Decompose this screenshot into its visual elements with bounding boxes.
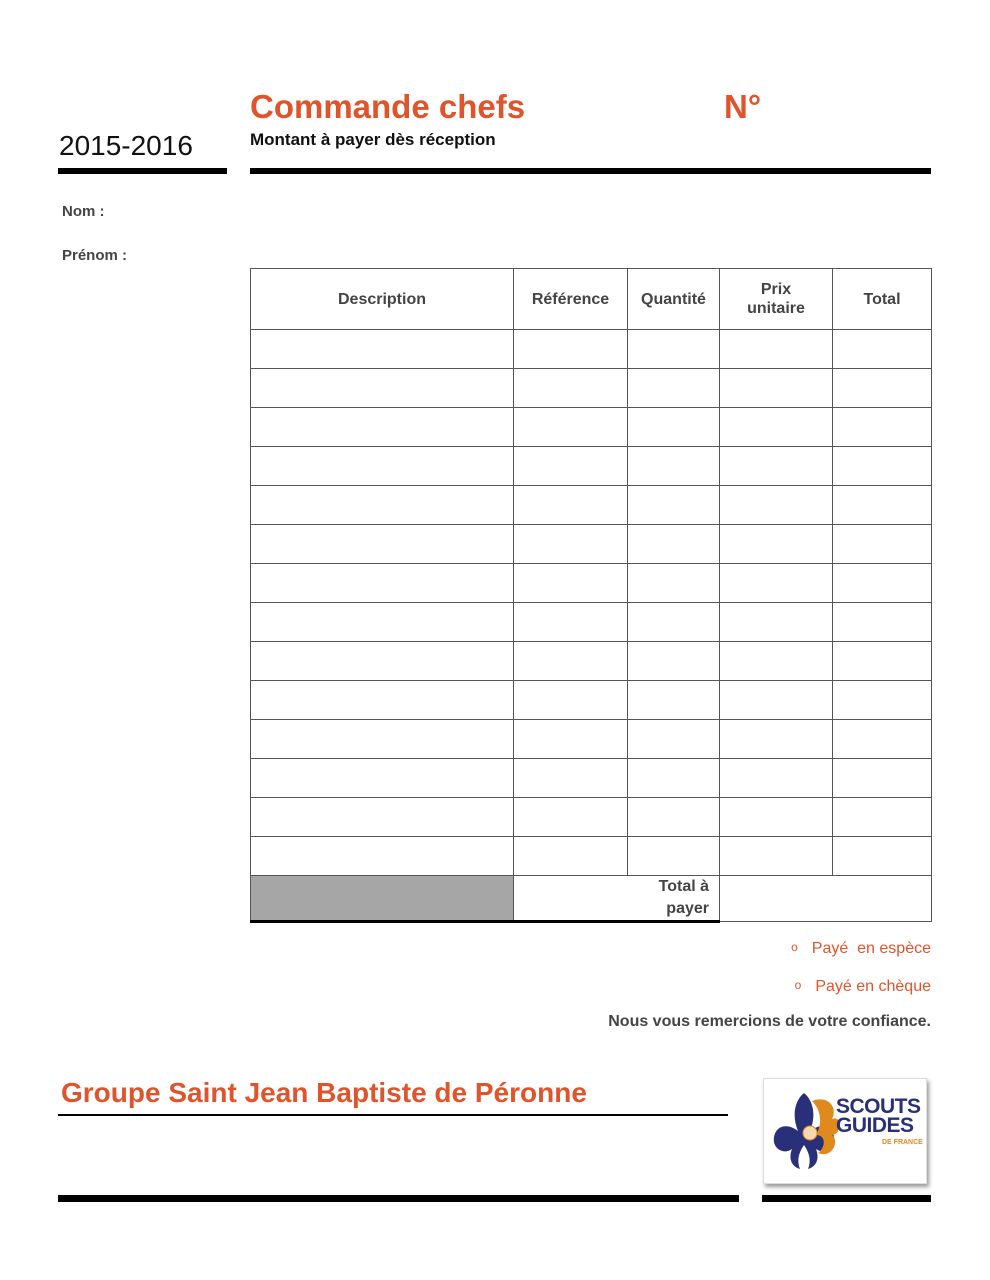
cell-reference[interactable] — [514, 486, 628, 525]
cell-unit-price[interactable] — [720, 603, 833, 642]
check-radio-icon[interactable]: o — [794, 978, 802, 992]
table-row — [251, 603, 932, 642]
payment-option-cash[interactable] — [791, 940, 931, 958]
col-header-unit-price — [720, 269, 833, 330]
cell-unit-price[interactable] — [720, 369, 833, 408]
cell-reference[interactable] — [514, 408, 628, 447]
nom-field-label: Nom : — [62, 203, 105, 220]
thanks-message: Nous vous remercions de votre confiance. — [608, 1013, 931, 1030]
cell-quantity[interactable] — [628, 720, 720, 759]
table-row — [251, 720, 932, 759]
footer-bar-right — [762, 1195, 931, 1202]
col-header-unit-price-text: Prix unitaire — [747, 281, 805, 317]
table-row — [251, 837, 932, 876]
table-row — [251, 564, 932, 603]
cell-quantity[interactable] — [628, 525, 720, 564]
cell-quantity[interactable] — [628, 798, 720, 837]
cell-description[interactable] — [251, 720, 514, 759]
cell-description[interactable] — [251, 369, 514, 408]
cell-unit-price[interactable] — [720, 720, 833, 759]
logo-text-de-france: DE FRANCE — [882, 1139, 923, 1146]
cell-description[interactable] — [251, 447, 514, 486]
page-subtitle: Montant à payer dès réception — [250, 130, 496, 149]
cell-description[interactable] — [251, 330, 514, 369]
cell-reference[interactable] — [514, 330, 628, 369]
cell-unit-price[interactable] — [720, 681, 833, 720]
cell-reference[interactable] — [514, 369, 628, 408]
scouts-guides-logo — [763, 1078, 927, 1184]
cell-unit-price[interactable] — [720, 564, 833, 603]
cell-reference[interactable] — [514, 564, 628, 603]
footer-bar-left — [58, 1195, 739, 1202]
cell-unit-price[interactable] — [720, 759, 833, 798]
table-row — [251, 759, 932, 798]
cell-reference[interactable] — [514, 837, 628, 876]
cell-quantity[interactable] — [628, 447, 720, 486]
col-header-reference: Référence — [514, 269, 628, 330]
table-row — [251, 369, 932, 408]
cell-total[interactable] — [833, 408, 932, 447]
check-label: Payé en chèque — [815, 978, 931, 995]
table-row — [251, 486, 932, 525]
cell-description[interactable] — [251, 564, 514, 603]
order-table — [250, 268, 932, 923]
table-row — [251, 330, 932, 369]
cell-unit-price[interactable] — [720, 525, 833, 564]
table-row — [251, 525, 932, 564]
cell-quantity[interactable] — [628, 603, 720, 642]
table-row — [251, 681, 932, 720]
cell-total[interactable] — [833, 447, 932, 486]
cell-total[interactable] — [833, 798, 932, 837]
cell-description[interactable] — [251, 759, 514, 798]
cell-quantity[interactable] — [628, 642, 720, 681]
table-row — [251, 798, 932, 837]
cell-reference[interactable] — [514, 447, 628, 486]
cell-quantity[interactable] — [628, 330, 720, 369]
cell-reference[interactable] — [514, 720, 628, 759]
cell-total[interactable] — [833, 330, 932, 369]
cell-reference[interactable] — [514, 759, 628, 798]
cell-unit-price[interactable] — [720, 837, 833, 876]
group-name: Groupe Saint Jean Baptiste de Péronne — [61, 1077, 587, 1108]
cell-quantity[interactable] — [628, 564, 720, 603]
school-year: 2015-2016 — [59, 130, 193, 161]
fleur-de-lis-icon — [766, 1079, 838, 1183]
logo-text-scouts: SCOUTS — [836, 1095, 921, 1118]
cash-radio-icon[interactable]: o — [791, 940, 798, 954]
cell-unit-price[interactable] — [720, 642, 833, 681]
cell-reference[interactable] — [514, 798, 628, 837]
col-header-quantity: Quantité — [628, 269, 720, 330]
page-title: Commande chefs — [250, 88, 526, 125]
cell-reference[interactable] — [514, 642, 628, 681]
cell-reference[interactable] — [514, 603, 628, 642]
cell-reference[interactable] — [514, 681, 628, 720]
cell-description[interactable] — [251, 408, 514, 447]
title-underline — [250, 168, 931, 174]
cell-quantity[interactable] — [628, 759, 720, 798]
cell-quantity[interactable] — [628, 369, 720, 408]
total-label — [514, 876, 720, 922]
cell-unit-price[interactable] — [720, 798, 833, 837]
table-header-row — [251, 269, 932, 330]
cell-unit-price[interactable] — [720, 447, 833, 486]
cell-quantity[interactable] — [628, 681, 720, 720]
logo-text-guides: GUIDES — [836, 1114, 914, 1137]
cell-unit-price[interactable] — [720, 330, 833, 369]
cash-label: Payé en espèce — [811, 940, 931, 957]
cell-reference[interactable] — [514, 525, 628, 564]
prenom-field-label: Prénom : — [62, 247, 128, 264]
cell-total[interactable] — [833, 525, 932, 564]
cell-total[interactable] — [833, 603, 932, 642]
total-amount-cell[interactable] — [720, 876, 932, 922]
cell-description[interactable] — [251, 525, 514, 564]
cell-description[interactable] — [251, 603, 514, 642]
group-underline — [58, 1114, 728, 1116]
table-row — [251, 642, 932, 681]
total-row — [251, 876, 932, 922]
order-number-label: N° — [724, 88, 762, 125]
col-header-total: Total — [833, 269, 932, 330]
payment-option-check[interactable] — [795, 978, 931, 996]
cell-unit-price[interactable] — [720, 408, 833, 447]
cell-total[interactable] — [833, 564, 932, 603]
cell-quantity[interactable] — [628, 408, 720, 447]
table-row — [251, 447, 932, 486]
total-label-text: Total à payer — [658, 878, 709, 917]
cell-total[interactable] — [833, 681, 932, 720]
cell-description[interactable] — [251, 642, 514, 681]
year-underline — [58, 168, 227, 174]
cell-description[interactable] — [251, 837, 514, 876]
cell-total[interactable] — [833, 759, 932, 798]
cell-unit-price[interactable] — [720, 486, 833, 525]
col-header-description: Description — [251, 269, 514, 330]
cell-total[interactable] — [833, 837, 932, 876]
cell-quantity[interactable] — [628, 837, 720, 876]
cell-description[interactable] — [251, 798, 514, 837]
cell-total[interactable] — [833, 642, 932, 681]
cell-description[interactable] — [251, 681, 514, 720]
cell-total[interactable] — [833, 486, 932, 525]
total-row-shaded-cell — [251, 876, 514, 922]
cell-total[interactable] — [833, 369, 932, 408]
cell-description[interactable] — [251, 486, 514, 525]
table-row — [251, 408, 932, 447]
cell-total[interactable] — [833, 720, 932, 759]
cell-quantity[interactable] — [628, 486, 720, 525]
